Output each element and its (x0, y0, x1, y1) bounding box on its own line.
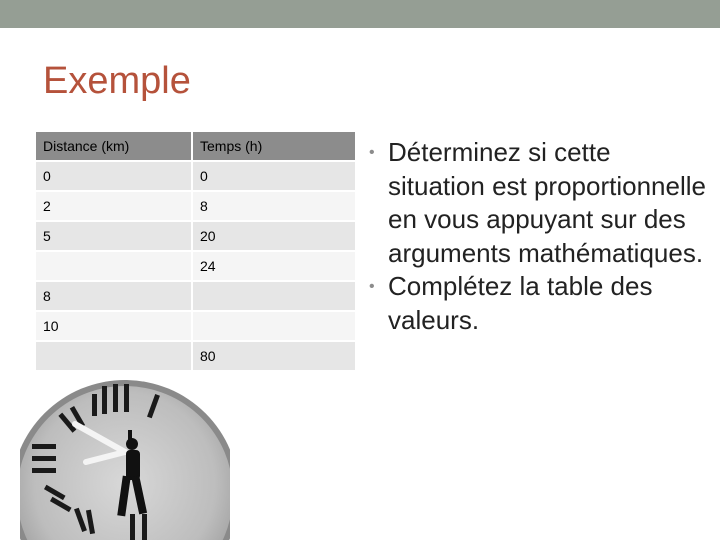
table-cell: 2 (36, 191, 192, 221)
bullet-item (362, 136, 707, 270)
table-header-row (36, 132, 356, 161)
bullet-text: Complétez la table des valeurs. (388, 271, 653, 335)
table-cell: 20 (192, 221, 356, 251)
table-row (36, 341, 356, 371)
slide-title: Exemple (43, 60, 191, 102)
bullet-list (362, 136, 707, 337)
table-cell: 0 (36, 161, 192, 191)
table-row (36, 281, 356, 311)
bullet-text: Déterminez si cette situation est proportionnelle en vous appuyant sur des arguments mathématiques. (388, 137, 706, 268)
top-band (0, 0, 720, 28)
table-row (36, 221, 356, 251)
table-cell: 8 (36, 281, 192, 311)
table-cell: 0 (192, 161, 356, 191)
bullet-dot-icon: • (369, 144, 375, 161)
table-cell: 10 (36, 311, 192, 341)
table-cell: 24 (192, 251, 356, 281)
table-row (36, 311, 356, 341)
clock-icon (20, 372, 230, 540)
table-cell (192, 281, 356, 311)
table-cell (36, 341, 192, 371)
bullet-item (362, 270, 707, 337)
header-temps: Temps (h) (192, 132, 356, 161)
table-cell (36, 251, 192, 281)
bullet-dot-icon: • (369, 278, 375, 295)
table-cell: 8 (192, 191, 356, 221)
header-distance: Distance (km) (36, 132, 192, 161)
table-row (36, 161, 356, 191)
table-cell: 80 (192, 341, 356, 371)
table-row (36, 191, 356, 221)
table-cell: 5 (36, 221, 192, 251)
table-cell (192, 311, 356, 341)
data-table (36, 132, 357, 372)
table-row (36, 251, 356, 281)
